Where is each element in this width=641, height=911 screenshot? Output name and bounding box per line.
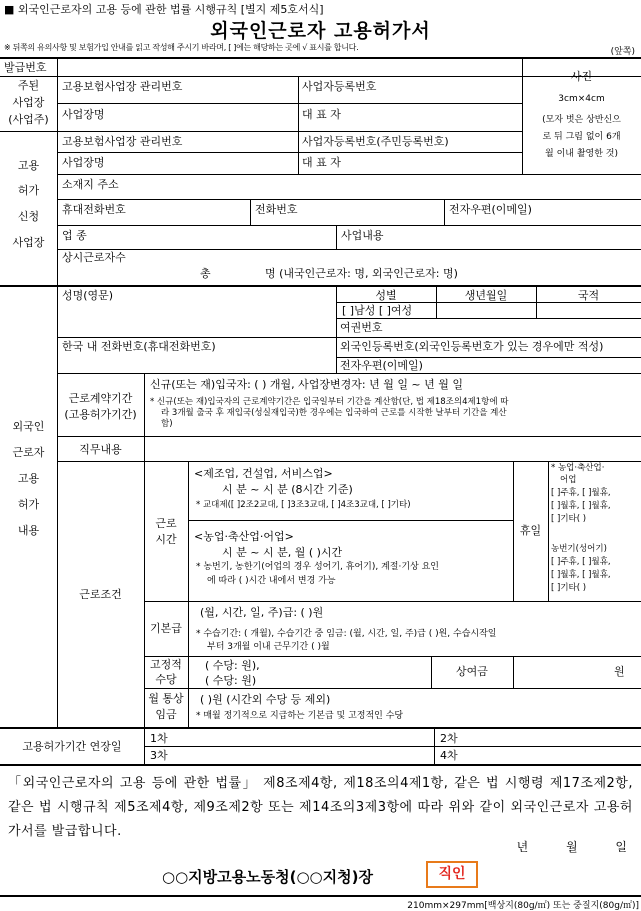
apply-ins-no-label: 고용보험사업장 관리번호 (62, 135, 183, 148)
top-rule (0, 57, 641, 59)
holiday-option-6: [ ]기타( ) (551, 583, 587, 593)
agr-note-1: * 농번기, 농한기(어업의 경우 성어기, 휴어기), 계절·기상 요인 (196, 562, 439, 572)
photo-desc-3: 월 이내 촬영한 것) (545, 149, 618, 159)
conditions-label: 근로조건 (79, 588, 122, 601)
foreigner-label-1: 외국인 (12, 420, 45, 433)
korea-phone-label: 한국 내 전화번호(휴대전화번호) (62, 340, 216, 353)
photo-desc-1: (모자 벗은 상반신으 (542, 115, 621, 125)
email-label: 전자우편(이메일) (449, 203, 532, 216)
official-seal: 직인 (426, 861, 478, 888)
contract-label: 근로계약기간 (68, 392, 133, 405)
holiday-option-3: [ ]기타( ) (551, 514, 587, 524)
apply-site-label-1: 고용 (17, 159, 40, 172)
form-reference: ■ 외국인근로자의 고용 등에 관한 법률 시행규칙 [별지 제5호서식] (4, 3, 324, 16)
holiday-option-1: [ ]주휴, [ ]월휴, (551, 488, 611, 498)
ordinary-wage-note: * 매월 정기적으로 지급하는 기본급 및 고정적인 수당 (196, 711, 404, 721)
mfg-title: <제조업, 건설업, 서비스업> (194, 467, 333, 480)
dob-label: 생년월일 (464, 289, 508, 302)
extension-label: 고용허가기간 연장일 (22, 740, 122, 753)
instruction-note: ※ 뒤쪽의 유의사항 및 보험가입 안내를 읽고 작성해 주시기 바라며, [ ]에는 해당하는 곳에 √ 표시를 합니다. (4, 43, 359, 52)
contract-note-3: 함) (161, 419, 173, 429)
passport-label: 여권번호 (340, 321, 383, 334)
issuer-name: ○○지방고용노동청(○○지청)장 (162, 868, 373, 886)
bonus-label: 상여금 (456, 665, 488, 678)
sex-label: 성별 (375, 289, 397, 302)
ordinary-wage-line: ( )원 (시간외 수당 등 제외) (200, 693, 331, 706)
extension-2: 2차 (440, 732, 458, 745)
page-title: 외국인근로자 고용허가서 (210, 20, 431, 42)
sex-options: [ ]남성 [ ]여성 (342, 304, 413, 317)
apply-site-label-4: 사업장 (12, 236, 45, 249)
contract-label-2: (고용허가기간) (64, 408, 137, 421)
extension-1: 1차 (150, 732, 168, 745)
contract-line: 신규(또는 재)입국자: ( ) 개월, 사업장변경자: 년 월 일 ~ 년 월 일 (150, 378, 464, 391)
main-biz-no-label: 사업자등록번호 (302, 80, 377, 93)
main-ins-no-label: 고용보험사업장 관리번호 (62, 80, 183, 93)
issue-number-label: 발급번호 (4, 61, 47, 74)
photo-size: 3cm×4cm (558, 94, 605, 104)
workers-detail: 명 (내국인근로자: 명, 외국인근로자: 명) (265, 267, 458, 280)
fixed-label-2: 수당 (155, 673, 177, 686)
industry-label: 업 종 (62, 229, 87, 242)
foreigner-email-label: 전자우편(이메일) (340, 359, 423, 372)
holiday-note-2: 어업 (560, 475, 577, 485)
business-label: 사업내용 (341, 229, 384, 242)
bottom-rule (0, 895, 641, 897)
paper-spec: 210mm×297mm[백상지(80g/㎡) 또는 중질지(80g/㎡)] (407, 901, 639, 911)
contract-note-2: 라 3개월 출국 후 재입국(성실재입국)한 경우에는 입국하여 근로를 시작한 날부터 기간을 계산 (161, 408, 507, 418)
issue-date: 년 월 일 (516, 840, 627, 854)
photo-title: 사진 (570, 70, 593, 83)
holiday-note-1: * 농업·축산업· (551, 463, 605, 473)
pay-note-1: * 수습기간: ( 개월), 수습기간 중 임금: (월, 시간, 일, 주)급 ( )원, 수습시작일 (196, 629, 497, 639)
address-label: 소재지 주소 (62, 178, 119, 191)
foreigner-label-4: 허가 (17, 498, 40, 511)
main-site-label-3: (사업주) (8, 113, 49, 126)
apply-biz-no-label: 사업자등록번호(주민등록번호) (302, 135, 449, 148)
reg-no-label: 외국인등록번호(외국인등록번호가 있는 경우에만 적성) (340, 340, 604, 353)
main-site-label: 주된 (17, 79, 40, 92)
foreigner-label-3: 고용 (17, 472, 40, 485)
foreigner-label-2: 근로자 (12, 446, 45, 459)
duty-label: 직무내용 (79, 443, 122, 456)
apply-rep-label: 대 표 자 (302, 156, 341, 169)
fixed-line-1: ( 수당: 원), (205, 659, 260, 672)
holiday-busy-label: 농번기(성어기) (551, 544, 607, 554)
holiday-option-2: [ ]월휴, [ ]월휴, (551, 501, 611, 511)
phone-label: 전화번호 (255, 203, 298, 216)
apply-site-label-2: 허가 (17, 184, 40, 197)
agr-note-2: 에 따라 ( )시간 내에서 변경 가능 (207, 576, 336, 586)
issuance-statement: 「외국인근로자의 고용 등에 관한 법률」 제8조제4항, 제18조의4제1항, 같은 법 시행령 제17조제2항, 같은 법 시행규칙 제5조제4항, 제9조제2항 또는 제14조의3제3항에 따라 위와 같이 외국인근로자 고용허가서를 발급합니다. (8, 776, 633, 839)
main-name-label: 사업장명 (62, 108, 105, 121)
extension-3: 3차 (150, 749, 168, 762)
apply-site-label-3: 신청 (17, 210, 40, 223)
mfg-time: 시 분 ~ 시 분 (8시간 기준) (222, 483, 353, 496)
holiday-option-5: [ ]월휴, [ ]월휴, (551, 570, 611, 580)
apply-name-label: 사업장명 (62, 156, 105, 169)
main-site-label-2: 사업장 (12, 96, 45, 109)
mobile-label: 휴대전화번호 (62, 203, 126, 216)
pay-note-2: 부터 3개월 이내 근무기간 ( )월 (207, 642, 330, 652)
fixed-label: 고정적 (150, 658, 182, 671)
hours-label: 근로 (155, 517, 177, 530)
extension-4: 4차 (440, 749, 458, 762)
ordinary-wage-label: 월 통상 (148, 692, 184, 705)
contract-note-1: * 신규(또는 재)입국자의 근로계약기간은 입국일부터 기간을 계산함(단, 법 제18조의4제1항에 따 (150, 397, 509, 407)
nation-label: 국적 (577, 289, 600, 302)
workers-total-label: 총 (200, 267, 211, 280)
holiday-label: 휴일 (519, 524, 542, 537)
main-rep-label: 대 표 자 (302, 108, 341, 121)
front-side-label: (앞쪽) (610, 47, 635, 57)
base-pay-label: 기본급 (150, 622, 182, 635)
fixed-line-2: ( 수당: 원) (205, 674, 257, 687)
agr-time: 시 분 ~ 시 분, 월 ( )시간 (222, 546, 343, 559)
agr-title: <농업·축산업·어업> (194, 530, 294, 543)
photo-desc-2: 로 뒤 그림 없이 6개 (542, 132, 621, 142)
foreigner-label-5: 내용 (17, 524, 40, 537)
foreigner-name-label: 성명(영문) (62, 289, 114, 302)
workers-label: 상시근로자수 (62, 251, 126, 264)
pay-line: (월, 시간, 일, 주)급: ( )원 (200, 606, 324, 619)
mfg-shift: * 교대제([ ]2조2교대, [ ]3조3교대, [ ]4조3교대, [ ]기타) (196, 500, 411, 510)
ordinary-wage-label-2: 임금 (155, 708, 177, 721)
holiday-option-4: [ ]주휴, [ ]월휴, (551, 557, 611, 567)
hours-label-2: 시간 (155, 533, 177, 546)
bonus-unit: 원 (614, 665, 625, 678)
